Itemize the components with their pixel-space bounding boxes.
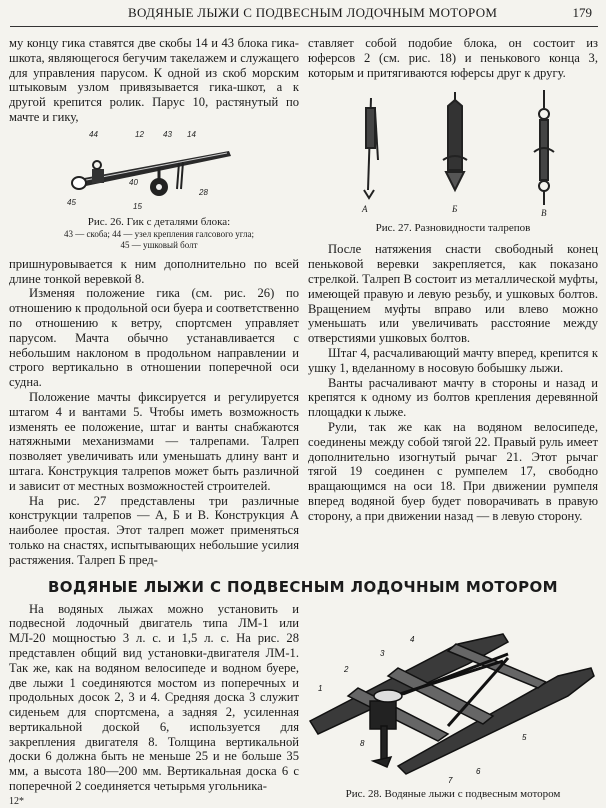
fig26-label: 44 xyxy=(89,129,98,139)
page-number: 179 xyxy=(572,5,592,20)
figure-26-caption xyxy=(59,216,259,251)
fig28-label: 4 xyxy=(410,634,415,644)
figure-28-block xyxy=(308,602,598,808)
fig27-label-a: А xyxy=(362,204,368,215)
fig26-label: 12 xyxy=(135,129,144,139)
running-title: ВОДЯНЫЕ ЛЫЖИ С ПОДВЕСНЫМ ЛОДОЧНЫМ МОТОРОМ xyxy=(128,5,498,20)
running-header xyxy=(0,0,606,24)
header-rule xyxy=(10,26,598,27)
paragraph: пришнуровывается к ним дополнительно по всей длине тонкой веревкой 8. xyxy=(9,256,299,286)
fig26-label: 28 xyxy=(199,187,208,197)
fig28-label: 8 xyxy=(360,738,365,748)
fig28-label: 3 xyxy=(380,648,385,658)
paragraph: Положение мачты фиксируется и регулируется штагом 4 и вантами 5. Чтобы иметь возможность изменять ее положение, штаг и ванты снабжаются натяжными механизмами — талрепами. Талреп позволяет увеличивать или уменьшать длину вант и штага. Конструкция талрепов может быть различной и зависит от местных возможностей строителей. xyxy=(9,389,299,493)
paragraph: ставляет собой подобие блока, он состоит из юферсов 2 (см. рис. 18) и пенькового конца 3, которым и притягиваются юферсы друг к другу. xyxy=(308,36,598,80)
paragraph: На водяных лыжах можно установить и подвесной лодочный двигатель типа ЛМ-1 или МЛ-20 мощностью 3 л. с. и 1,5 л. с. На рис. 28 представлен общий вид установки-двигателя ЛМ-1. Так же, как на водяном велосипеде и водном буере, две лыжи 1 соединяются мостом из поперечных и продольных досок 2, 3 и 4. Средняя доска 3 служит сиденьем для спортсмена, а задняя 2, усиленная вертикальной доской 6, используется для закрепления двигателя 8. Толщина вертикальной доски 6 должна быть не меньше 25 и не больше 35 мм, а высота 180—200 мм. Вертикальная доска 6 с поперечной 2 соединяется четырьмя угольника- xyxy=(9,601,299,794)
fig28-label: 5 xyxy=(522,732,527,742)
fig26-label: 15 xyxy=(133,201,142,211)
fig28-label: 2 xyxy=(344,664,349,674)
fig26-label: 45 xyxy=(67,197,76,207)
section-body xyxy=(0,602,606,808)
caption-title: Рис. 27. Разновидности талрепов xyxy=(375,222,531,235)
paragraph: На рис. 27 представлены три различные конструкции талрепов — А, Б и В. Конструкция А наиболее простая. Этот талреп может применяться только на снастях, испытывающих небольшие усилия растяжения. Талреп Б пред- xyxy=(9,493,299,567)
fig28-label: 1 xyxy=(318,683,323,693)
two-column-body xyxy=(0,36,606,568)
fig28-label: 6 xyxy=(476,766,481,776)
fig26-label: 14 xyxy=(187,129,196,139)
paragraph: Ванты расчаливают мачту в стороны и назад и крепятся к одному из болтов крепления деревянной площадки к лыже. xyxy=(308,375,598,420)
left-column xyxy=(9,36,299,568)
figure-27-turnbuckles-illustration xyxy=(338,90,578,220)
figure-26-boom-illustration xyxy=(59,129,249,214)
paragraph: Изменяя положение гика (см. рис. 26) по отношению к продольной оси буера и соответственно по отношению к ветру, спортсмен управляет парусом. Мачта обычно устанавливается с небольшим наклоном в продольном направлении и строго вертикально в отношении поперечной оси судна. xyxy=(9,286,299,390)
paragraph: му концу гика ставятся две скобы 14 и 43 блока гика-шкота, являющегося бегучим такелажем и служащего для управления парусом. К одной из скоб морским штыковым узлом привязывается гика-шкот, а к другой крепится ролик. Парус 10, растянутый по мачте и гику, xyxy=(9,36,299,124)
fig27-label-v: В xyxy=(541,208,547,219)
fig28-label: 7 xyxy=(448,775,453,785)
section-heading: ВОДЯНЫЕ ЛЫЖИ С ПОДВЕСНЫМ ЛОДОЧНЫМ МОТОРОМ xyxy=(47,577,559,596)
paragraph: Штаг 4, расчаливающий мачту вперед, крепится к ушку 1, вделанному в носовую бобышку лыжи. xyxy=(308,345,598,375)
figure-28-water-skis-illustration xyxy=(308,606,598,786)
fig27-label-b: Б xyxy=(452,204,458,215)
caption-legend: 43 — скоба; 44 — узел крепления галсового угла; 45 — ушковый болт xyxy=(63,228,255,250)
figure-27-caption xyxy=(308,222,598,234)
paragraph: Рули, так же как на водяном велосипеде, соединены между собой тягой 22. Правый руль имеет дополнительно изогнутый рычаг 21. Этот рычаг тягой 19 соединен с румпелем 17, свободно вращающимся на оси 18. При движении румпеля вперед водяной буер будет поворачивать в правую сторону, а при движении назад — в левую сторону. xyxy=(308,419,598,523)
section-text xyxy=(9,602,299,808)
caption-title: Рис. 26. Гик с деталями блока: xyxy=(87,215,231,228)
right-column xyxy=(308,36,598,568)
figure-28-caption xyxy=(308,788,598,800)
paragraph: После натяжения снасти свободный конец пеньковой веревки закрепляется, как показано стрелкой. Талреп В состоит из металлической муфты, имеющей правую и левую резьбу, и ушковых болтов. Вращением муфты вправо или влево можно уменьшать или увеличивать расстояние между отверстиями ушковых болтов. xyxy=(308,242,598,346)
caption-title: Рис. 28. Водяные лыжи с подвесным мотором xyxy=(345,787,561,800)
fig26-label: 40 xyxy=(129,177,138,187)
fig26-label: 43 xyxy=(163,129,172,139)
signature-mark: 12* xyxy=(9,795,24,807)
